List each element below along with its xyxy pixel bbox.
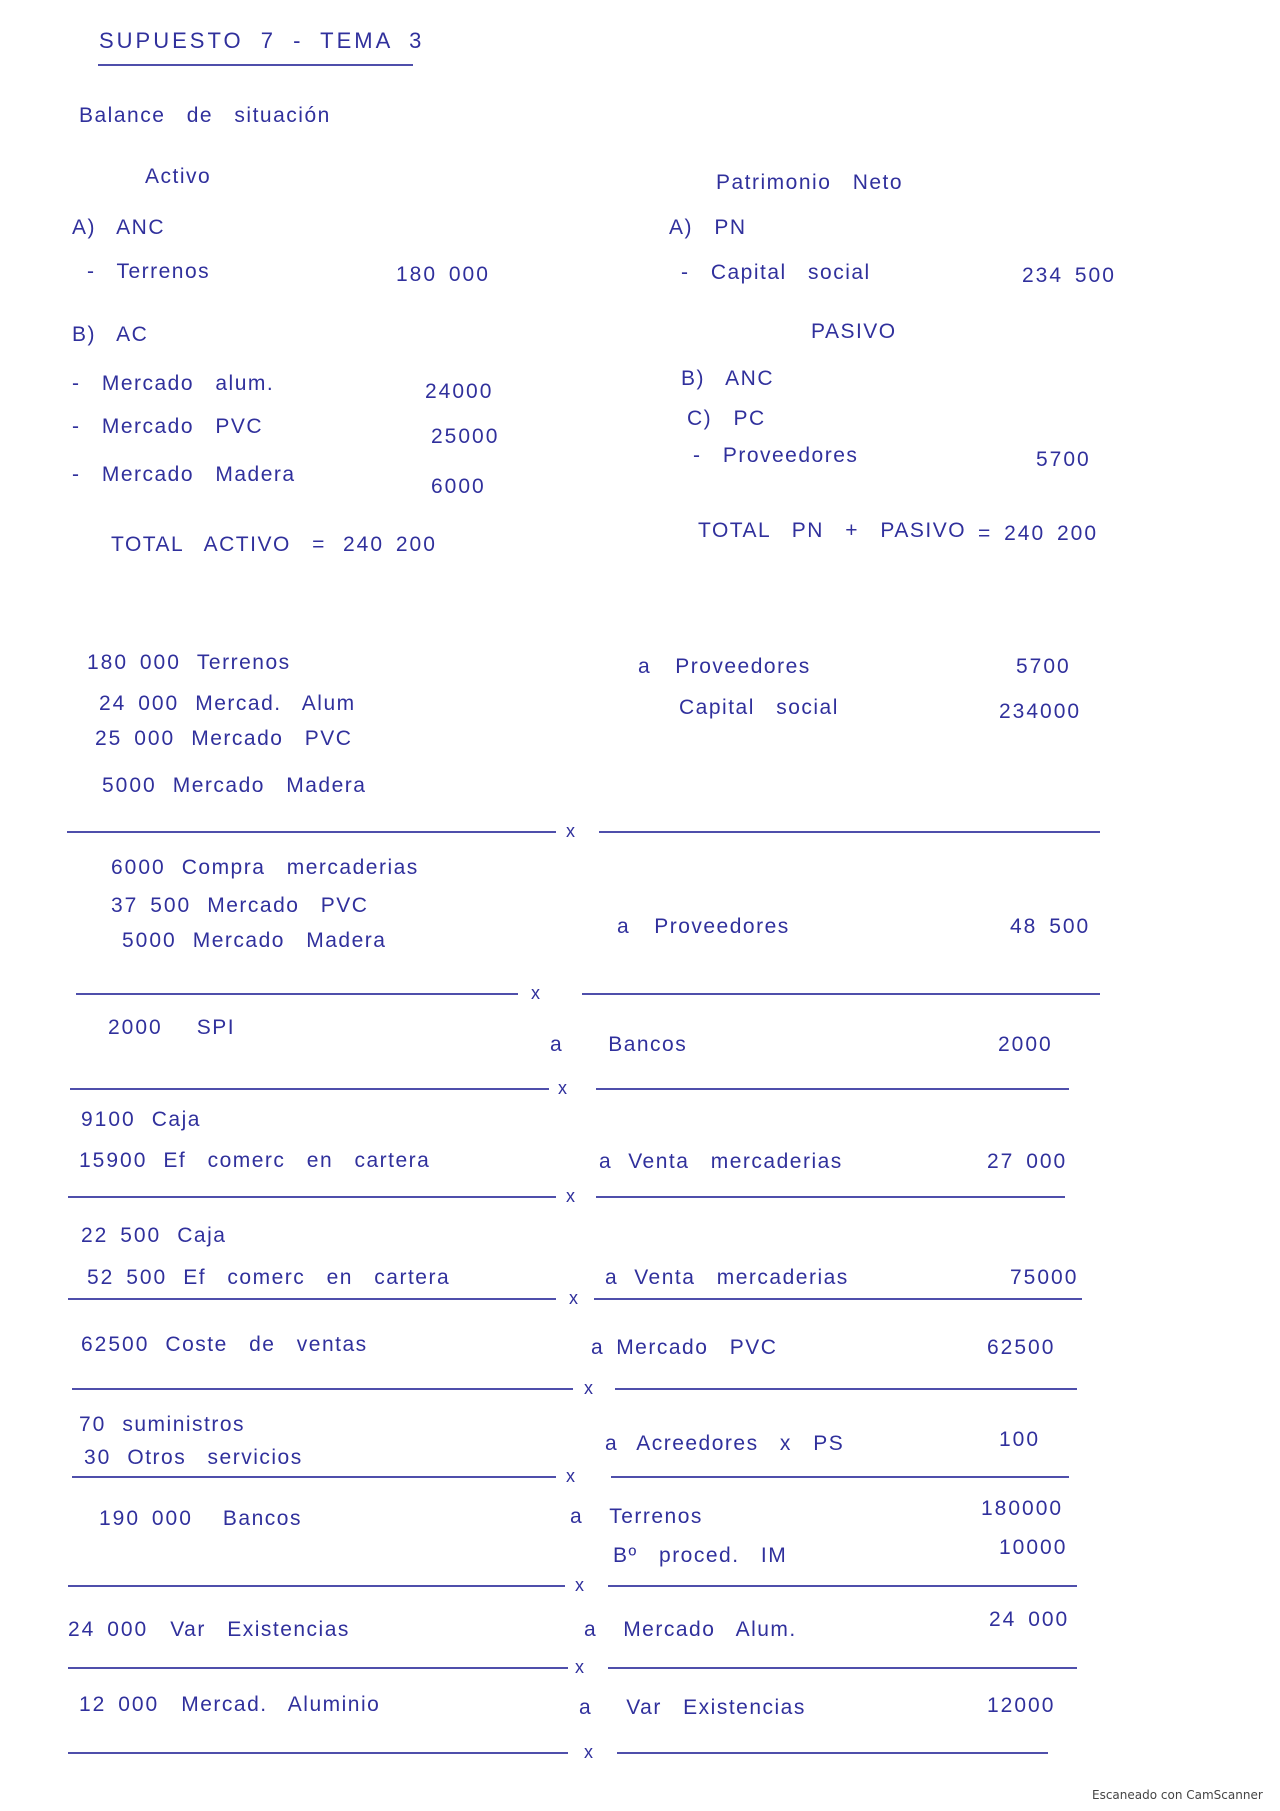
credit-amount: 75000	[1010, 1266, 1079, 1289]
journal-debit-line	[122, 928, 386, 954]
journal-debit-line	[81, 1107, 201, 1133]
credit-account: Acreedores x PS	[636, 1432, 845, 1455]
debit-account: Caja	[177, 1224, 227, 1247]
journal-debit-line	[68, 1617, 350, 1643]
credit-amount: 10000	[999, 1536, 1068, 1559]
credit-account: Bº proced. IM	[613, 1544, 788, 1567]
credit-prefix: a	[570, 1505, 584, 1528]
entry-separator-right	[594, 1298, 1082, 1300]
debit-amount: 25 000	[95, 727, 176, 750]
credit-prefix: a	[591, 1336, 605, 1359]
credit-account: Proveedores	[654, 915, 790, 938]
journal-credit-line	[638, 654, 811, 680]
journal-debit-line	[87, 650, 291, 676]
balance-item-label: - Proveedores	[693, 444, 859, 467]
entry-separator-left	[68, 1298, 556, 1300]
entry-close-mark: x	[584, 1742, 593, 1762]
debit-account: Mercado Madera	[192, 929, 387, 952]
total-pn-pasivo-label: TOTAL PN + PASIVO	[698, 519, 967, 542]
pasivo-pc-heading: C) PC	[687, 407, 766, 430]
debit-amount: 5000	[102, 774, 157, 797]
entry-close-mark: x	[569, 1288, 578, 1308]
entry-separator-right	[582, 993, 1100, 995]
debit-amount: 2000	[108, 1016, 163, 1039]
entry-separator-left	[68, 1667, 568, 1669]
debit-account: suministros	[122, 1413, 246, 1436]
journal-debit-line	[99, 1506, 302, 1532]
credit-prefix: a	[605, 1432, 619, 1455]
entry-close-mark: x	[531, 983, 540, 1003]
pasivo-heading: PASIVO	[811, 320, 897, 343]
entry-close-mark: x	[566, 1466, 575, 1486]
balance-item-value: 234 500	[1022, 264, 1116, 287]
credit-account: Var Existencias	[626, 1696, 806, 1719]
journal-debit-line	[99, 691, 356, 717]
journal-debit-line	[87, 1265, 450, 1291]
debit-account: Terrenos	[196, 651, 291, 674]
debit-account: Compra mercaderias	[181, 856, 419, 879]
debit-amount: 22 500	[81, 1224, 162, 1247]
entry-close-mark: x	[575, 1575, 584, 1595]
debit-account: Mercado PVC	[207, 894, 369, 917]
debit-amount: 15900	[79, 1149, 148, 1172]
journal-credit-line	[584, 1617, 797, 1643]
debit-account: Otros servicios	[127, 1446, 303, 1469]
journal-credit-line	[550, 1032, 687, 1058]
page-subtitle: Balance de situación	[79, 104, 331, 127]
debit-account: Mercado Madera	[172, 774, 367, 797]
entry-close-mark: x	[566, 1186, 575, 1206]
debit-amount: 30	[84, 1446, 112, 1469]
credit-prefix: a	[550, 1033, 564, 1056]
credit-account: Proveedores	[675, 655, 811, 678]
journal-credit-line	[570, 1504, 703, 1530]
debit-account: Mercad. Alum	[195, 692, 356, 715]
balance-item-label: - Mercado Madera	[72, 463, 296, 486]
debit-account: SPI	[196, 1016, 236, 1039]
debit-amount: 6000	[111, 856, 166, 879]
entry-close-mark: x	[558, 1078, 567, 1098]
entry-separator-right	[617, 1752, 1048, 1754]
journal-debit-line	[102, 773, 366, 799]
debit-account: Mercado PVC	[191, 727, 353, 750]
credit-amount: 12000	[987, 1694, 1056, 1717]
entry-separator-left	[68, 1752, 568, 1754]
journal-credit-line	[591, 1335, 777, 1361]
credit-account: Venta mercaderias	[628, 1150, 843, 1173]
total-activo-value: 240 200	[343, 533, 437, 556]
debit-amount: 9100	[81, 1108, 136, 1131]
journal-credit-line	[605, 1265, 849, 1291]
entry-separator-left	[68, 1585, 565, 1587]
journal-debit-line	[108, 1015, 235, 1041]
balance-item-label: - Mercado PVC	[72, 415, 264, 438]
pasivo-anc-heading: B) ANC	[681, 367, 775, 390]
entry-separator-right	[608, 1667, 1077, 1669]
total-pn-pasivo-value: = 240 200	[978, 522, 1099, 545]
journal-debit-line	[95, 726, 352, 752]
debit-account: Caja	[151, 1108, 201, 1131]
credit-account: Terrenos	[609, 1505, 703, 1528]
entry-separator-left	[68, 1196, 556, 1198]
entry-separator-right	[611, 1476, 1069, 1478]
credit-account: Venta mercaderias	[634, 1266, 849, 1289]
debit-amount: 62500	[81, 1333, 150, 1356]
debit-amount: 52 500	[87, 1266, 168, 1289]
journal-credit-line	[679, 695, 839, 721]
debit-account: Mercad. Aluminio	[181, 1693, 381, 1716]
balance-item-value: 24000	[425, 380, 494, 403]
scanner-watermark: Escaneado con CamScanner	[1092, 1788, 1263, 1802]
entry-separator-left	[72, 1476, 556, 1478]
journal-debit-line	[81, 1223, 226, 1249]
credit-amount: 27 000	[987, 1150, 1068, 1173]
credit-prefix: a	[605, 1266, 619, 1289]
credit-amount: 48 500	[1010, 915, 1091, 938]
debit-amount: 70	[79, 1413, 107, 1436]
entry-separator-left	[70, 1088, 549, 1090]
credit-amount: 62500	[987, 1336, 1056, 1359]
pn-heading: Patrimonio Neto	[716, 171, 904, 194]
debit-account: Ef comerc en cartera	[183, 1266, 451, 1289]
credit-prefix: a	[638, 655, 652, 678]
journal-credit-line	[579, 1695, 806, 1721]
entry-separator-right	[615, 1388, 1077, 1390]
total-activo-label: TOTAL ACTIVO =	[111, 533, 326, 556]
balance-item-value: 25000	[431, 425, 500, 448]
balance-item-label: - Terrenos	[87, 260, 211, 283]
credit-prefix: a	[617, 915, 631, 938]
credit-amount: 24 000	[989, 1608, 1070, 1631]
credit-amount: 180000	[981, 1497, 1064, 1520]
ac-heading: B) AC	[72, 323, 149, 346]
page-title: SUPUESTO 7 - TEMA 3	[99, 28, 425, 53]
entry-separator-right	[608, 1585, 1077, 1587]
debit-amount: 24 000	[99, 692, 180, 715]
entry-separator-left	[76, 993, 518, 995]
journal-credit-line	[613, 1543, 787, 1569]
debit-account: Var Existencias	[170, 1618, 350, 1641]
debit-account: Bancos	[222, 1507, 302, 1530]
balance-item-label: - Mercado alum.	[72, 372, 275, 395]
credit-amount: 5700	[1016, 655, 1071, 678]
credit-prefix: a	[579, 1696, 593, 1719]
entry-separator-right	[596, 1196, 1065, 1198]
credit-prefix: a	[599, 1150, 613, 1173]
debit-amount: 190 000	[99, 1507, 193, 1530]
journal-credit-line	[617, 914, 790, 940]
credit-amount: 100	[999, 1428, 1041, 1451]
balance-item-value: 5700	[1036, 448, 1091, 471]
activo-heading: Activo	[145, 165, 212, 188]
journal-debit-line	[79, 1148, 430, 1174]
debit-amount: 180 000	[87, 651, 181, 674]
entry-separator-right	[599, 831, 1100, 833]
balance-item-value: 6000	[431, 475, 486, 498]
entry-separator-right	[596, 1088, 1069, 1090]
balance-item-value: 180 000	[396, 263, 490, 286]
debit-account: Coste de ventas	[165, 1333, 368, 1356]
entry-separator-left	[67, 831, 556, 833]
journal-debit-line	[111, 893, 368, 919]
entry-separator-left	[72, 1388, 573, 1390]
anc-heading: A) ANC	[72, 216, 166, 239]
debit-amount: 5000	[122, 929, 177, 952]
journal-debit-line	[111, 855, 419, 881]
title-underline	[98, 64, 413, 66]
entry-close-mark: x	[584, 1378, 593, 1398]
journal-debit-line	[79, 1412, 245, 1438]
journal-credit-line	[599, 1149, 843, 1175]
debit-amount: 24 000	[68, 1618, 149, 1641]
credit-account: Bancos	[608, 1033, 688, 1056]
entry-close-mark: x	[575, 1657, 584, 1677]
entry-close-mark: x	[566, 821, 575, 841]
credit-amount: 2000	[998, 1033, 1053, 1056]
debit-amount: 37 500	[111, 894, 192, 917]
journal-debit-line	[79, 1692, 380, 1718]
journal-debit-line	[81, 1332, 368, 1358]
credit-prefix: a	[584, 1618, 598, 1641]
credit-account: Mercado Alum.	[623, 1618, 797, 1641]
credit-account: Capital social	[679, 696, 839, 719]
debit-account: Ef comerc en cartera	[163, 1149, 431, 1172]
journal-credit-line	[605, 1431, 844, 1457]
credit-account: Mercado PVC	[616, 1336, 778, 1359]
credit-amount: 234000	[999, 700, 1082, 723]
balance-item-label: - Capital social	[681, 261, 871, 284]
journal-debit-line	[84, 1445, 303, 1471]
debit-amount: 12 000	[79, 1693, 160, 1716]
pn-section-heading: A) PN	[669, 216, 747, 239]
